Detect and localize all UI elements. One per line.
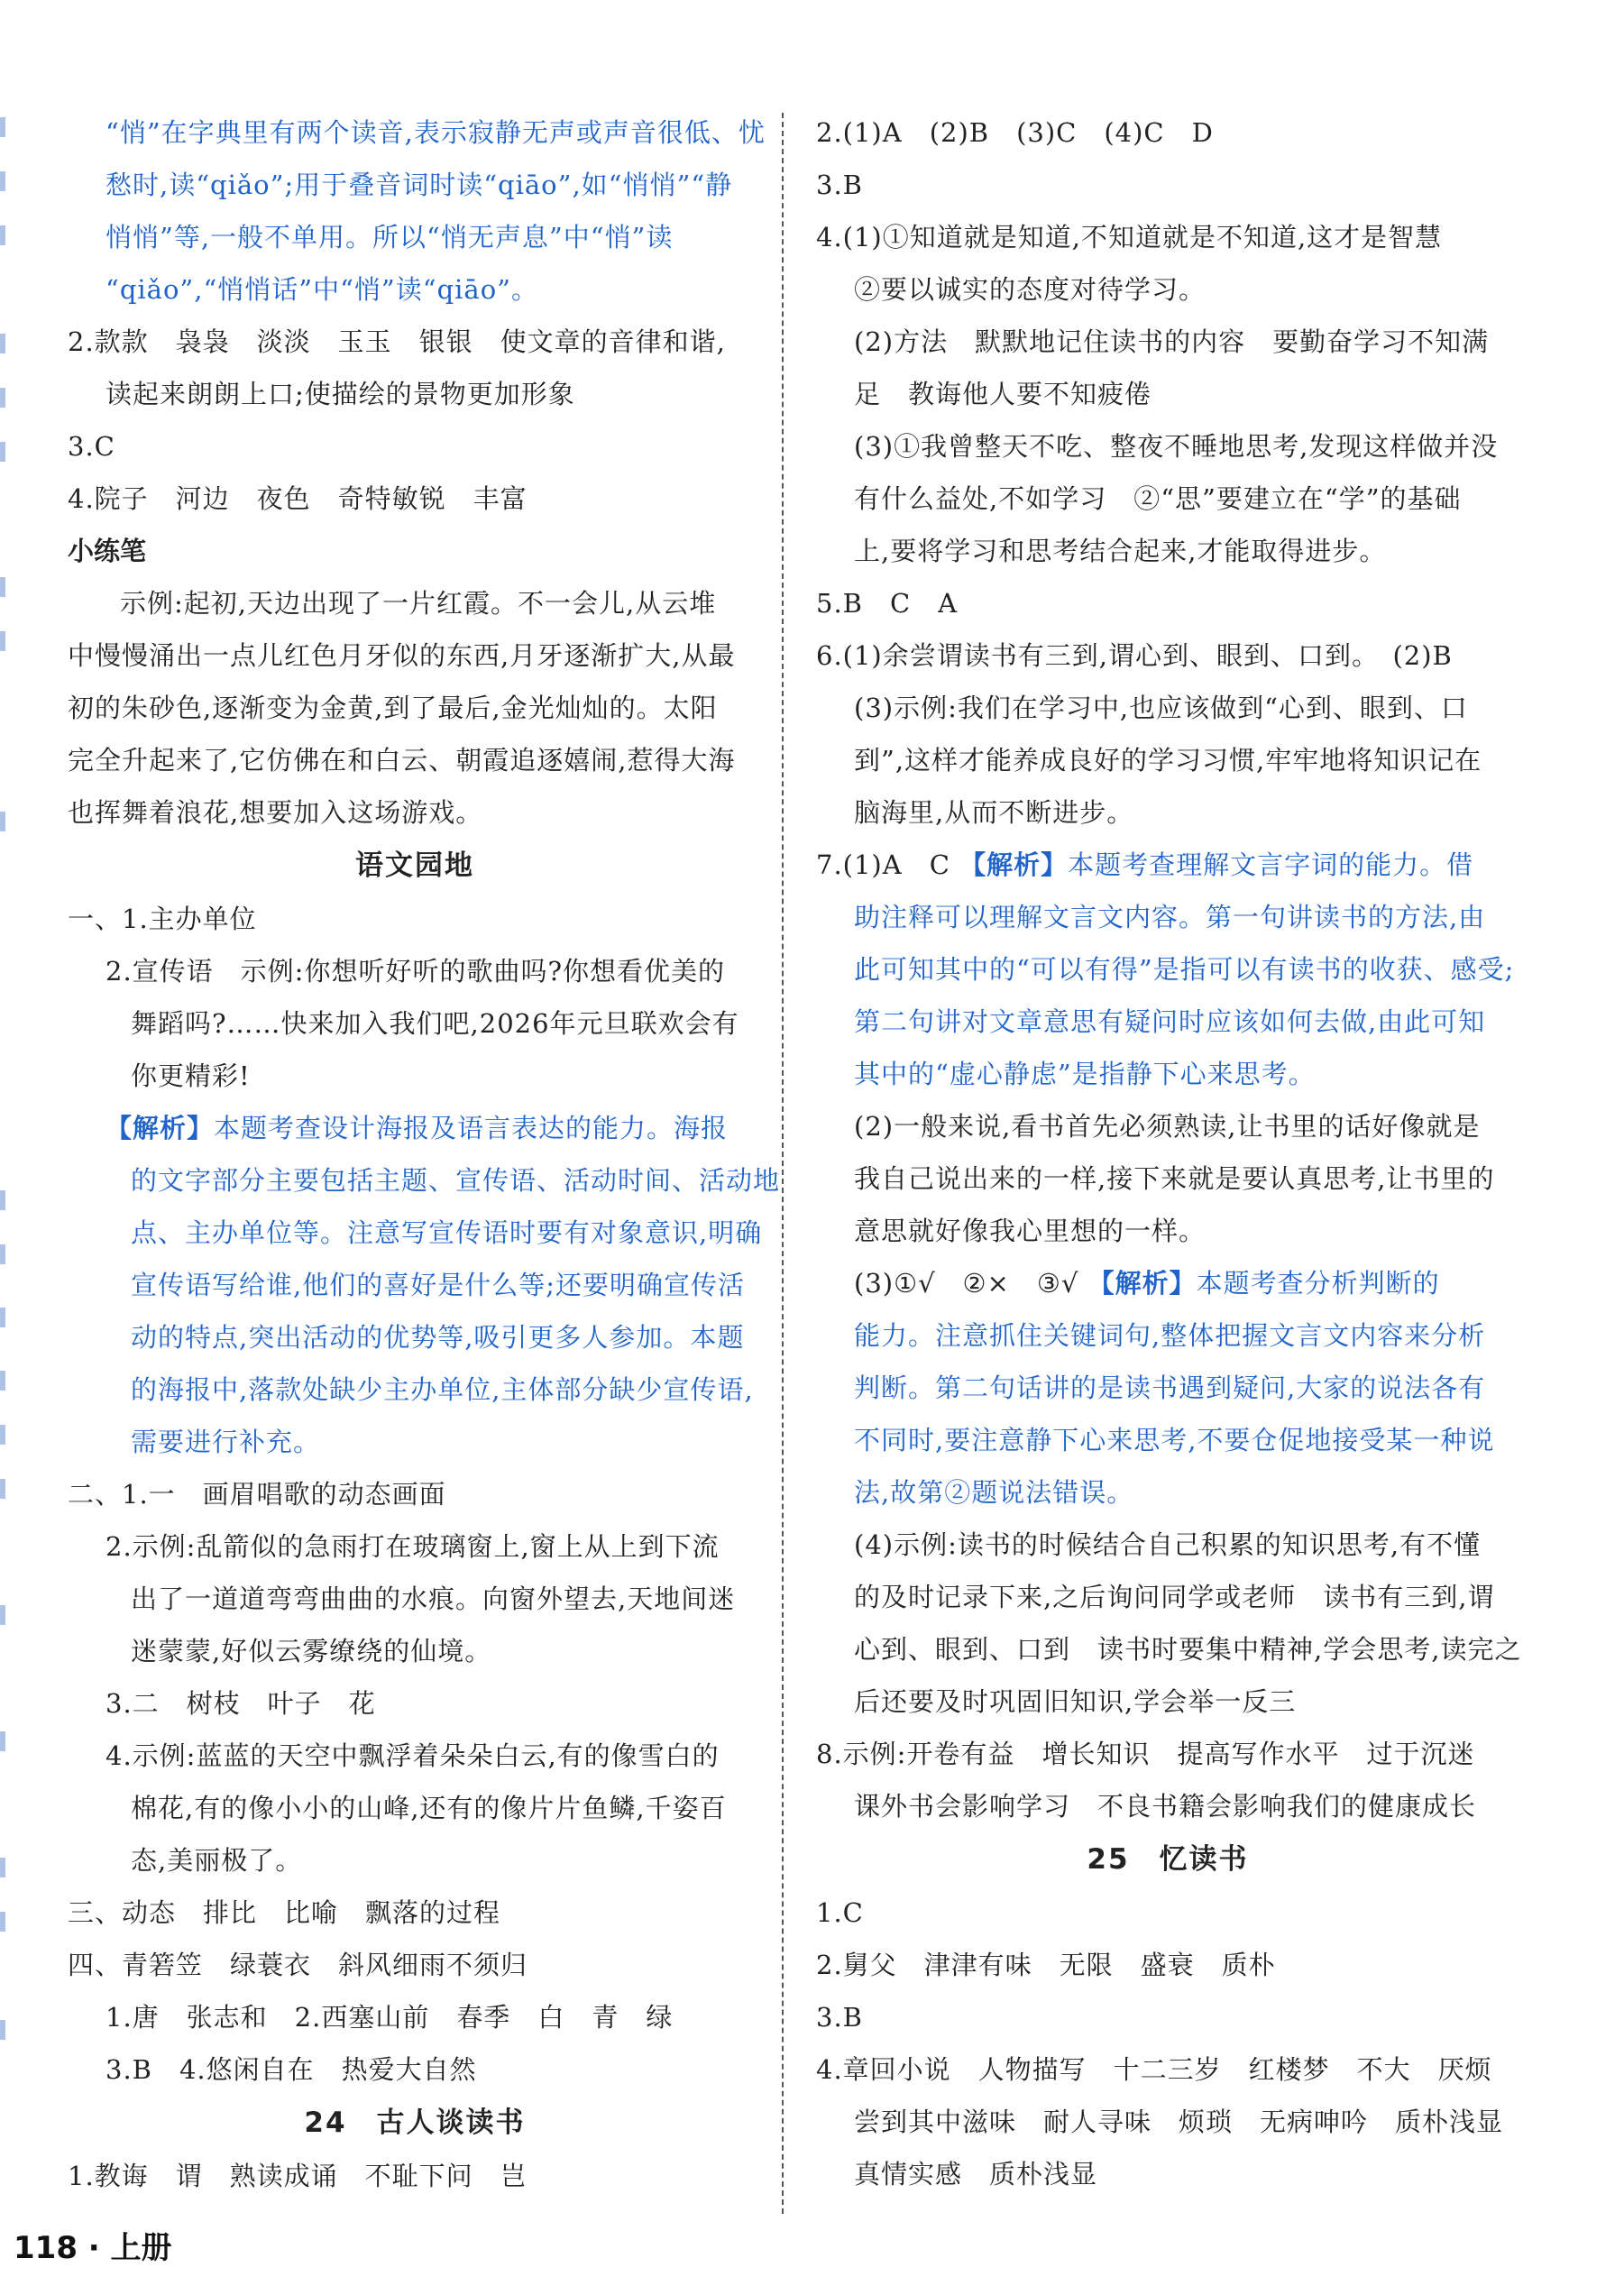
answer-line: 我自己说出来的一样,接下来就是要认真思考,让书里的: [854, 1163, 1495, 1194]
answer-line: 3.二 树枝 叶子 花: [106, 1688, 376, 1719]
answer-line: 一、1.主办单位: [68, 904, 257, 934]
answer-line: 8.示例:开卷有益 增长知识 提高写作水平 过于沉迷: [816, 1739, 1475, 1769]
analysis-line: [816, 1257, 1519, 1309]
analysis-line: 点、主办单位等。注意写宣传语时要有对象意识,明确: [131, 1217, 763, 1248]
left-column: [68, 106, 781, 2202]
answer-line: 三、动态 排比 比喻 飘落的过程: [68, 1897, 501, 1928]
answer-line: 舞蹈吗?……快来加入我们吧,2026年元旦联欢会有: [131, 1008, 739, 1039]
page-number: 118 · 上册: [14, 2230, 172, 2266]
analysis-tag: 【解析】: [1087, 1268, 1197, 1299]
answer-line: (2)一般来说,看书首先必须熟读,让书里的话好像就是: [854, 1111, 1481, 1142]
answer-line: 后还要及时巩固旧知识,学会举一反三: [854, 1686, 1297, 1717]
analysis-line: 的海报中,落款处缺少主办单位,主体部分缺少宣传语,: [131, 1374, 754, 1405]
text-line: 愁时,读“qiǎo”;用于叠音词时读“qiāo”,如“悄悄”“静: [106, 170, 733, 200]
answer-line: 6.(1)余尝谓读书有三到,谓心到、眼到、口到。 (2)B: [816, 640, 1453, 671]
section-heading-yuwen-yuandi: 语文园地: [355, 849, 474, 882]
answer-line: 足 教诲他人要不知疲倦: [854, 379, 1152, 409]
section-heading-lesson-24: 24 古人谈读书: [304, 2107, 526, 2139]
answer-line: 完全升起来了,它仿佛在和白云、朝霞追逐嬉闹,惹得大海: [68, 745, 736, 776]
answer-line: 2.(1)A (2)B (3)C (4)C D: [816, 117, 1214, 148]
answer-line: 2.款款 袅袅 淡淡 玉玉 银银 使文章的音律和谐,: [68, 326, 726, 357]
answer-line: 4.院子 河边 夜色 奇特敏锐 丰富: [68, 483, 528, 514]
answer-line: 尝到其中滋味 耐人寻味 烦琐 无病呻吟 质朴浅显: [854, 2107, 1504, 2137]
answer-line: 2.示例:乱箭似的急雨打在玻璃窗上,窗上从上到下流: [106, 1531, 720, 1562]
answer-line: 真情实感 质朴浅显: [854, 2159, 1098, 2189]
text-line: “qiǎo”,“悄悄话”中“悄”读“qiāo”。: [106, 274, 538, 305]
analysis-text: 本题考查设计海报及语言表达的能力。海报: [214, 1113, 729, 1143]
answer-line: 3.C: [68, 431, 115, 462]
answer-line: 5.B C A: [816, 588, 959, 619]
answer-line: 示例:起初,天边出现了一片红霞。不一会儿,从云堆: [120, 588, 717, 619]
analysis-tag: 【解析】: [959, 849, 1069, 880]
answer-line: 上,要将学习和思考结合起来,才能取得进步。: [854, 536, 1387, 566]
answer-line: (2)方法 默默地记住读书的内容 要勤奋学习不知满: [854, 326, 1490, 357]
answer-line: 课外书会影响学习 不良书籍会影响我们的健康成长: [854, 1791, 1477, 1822]
right-column: [816, 106, 1522, 2200]
answer-line: (4)示例:读书的时候结合自己积累的知识思考,有不懂: [854, 1529, 1482, 1560]
answer-line: 的及时记录下来,之后询问同学或老师 读书有三到,谓: [854, 1582, 1495, 1612]
answer-line: 1.C: [816, 1897, 864, 1928]
answer-line: 二、1.一 画眉唱歌的动态画面: [68, 1479, 446, 1510]
binding-edge-marks: [0, 108, 7, 2182]
analysis-line: 的文字部分主要包括主题、宣传语、活动时间、活动地: [131, 1165, 781, 1196]
analysis-line: 此可知其中的“可以有得”是指可以有读书的收获、感受;: [854, 954, 1515, 985]
answer-line: 意思就好像我心里想的一样。: [854, 1216, 1207, 1246]
answer-line: 态,美丽极了。: [131, 1845, 303, 1876]
answer-line: 脑海里,从而不断进步。: [854, 797, 1134, 828]
answer-line: ②要以诚实的态度对待学习。: [854, 274, 1207, 305]
analysis-line: 能力。注意抓住关键词句,整体把握文言文内容来分析: [854, 1320, 1486, 1351]
text-line: 悄悄”等,一般不单用。所以“悄无声息”中“悄”读: [106, 222, 674, 252]
analysis-line: 宣传语写给谁,他们的喜好是什么等;还要明确宣传活: [131, 1270, 745, 1300]
answer-line: 3.B 4.悠闲自在 热爱大自然: [106, 2054, 477, 2085]
answer-line: 1.唐 张志和 2.西塞山前 春季 白 青 绿: [106, 2002, 674, 2033]
analysis-line: 判断。第二句话讲的是读书遇到疑问,大家的说法各有: [854, 1372, 1486, 1403]
analysis-line: 法,故第②题说法错误。: [854, 1477, 1134, 1508]
column-divider: [782, 113, 784, 2214]
answer-line: 棉花,有的像小小的山峰,还有的像片片鱼鳞,千姿百: [131, 1793, 727, 1823]
answer-line: 4.章回小说 人物描写 十二三岁 红楼梦 不大 厌烦: [816, 2054, 1492, 2085]
analysis-text: 本题考查理解文言字词的能力。借: [1068, 849, 1474, 880]
answer-line: 迷蒙蒙,好似云雾缭绕的仙境。: [131, 1636, 492, 1666]
text-line: “悄”在字典里有两个读音,表示寂静无声或声音很低、忧: [106, 117, 766, 148]
answer-line: 4.(1)①知道就是知道,不知道就是不知道,这才是智慧: [816, 222, 1443, 252]
answer-line: 中慢慢涌出一点儿红色月牙似的东西,月牙逐渐扩大,从最: [68, 640, 736, 671]
analysis-line: 第二句讲对文章意思有疑问时应该如何去做,由此可知: [854, 1006, 1486, 1037]
answer-line: 读起来朗朗上口;使描绘的景物更加形象: [106, 379, 575, 409]
answer-line: (3)①我曾整天不吃、整夜不睡地思考,发现这样做并没: [854, 431, 1499, 462]
answer-line: 有什么益处,不如学习 ②“思”要建立在“学”的基础: [854, 483, 1462, 514]
analysis-line: 不同时,要注意静下心来思考,不要仓促地接受某一种说: [854, 1425, 1495, 1455]
section-subheading: 小练笔: [68, 536, 147, 566]
analysis-line: 助注释可以理解文言文内容。第一句讲读书的方法,由: [854, 902, 1486, 932]
analysis-text: 本题考查分析判断的: [1196, 1268, 1440, 1299]
analysis-line: 其中的“虚心静虑”是指静下心来思考。: [854, 1059, 1316, 1089]
answer-text: 7.(1)A C: [816, 849, 950, 880]
answer-line: 3.B: [816, 170, 863, 200]
answer-text: (3)①√ ②× ③√: [854, 1268, 1079, 1299]
answer-line: 1.教诲 谓 熟读成诵 不耻下问 岂: [68, 2161, 528, 2191]
answer-line: 心到、眼到、口到 读书时要集中精神,学会思考,读完之: [854, 1634, 1522, 1665]
analysis-line: 动的特点,突出活动的优势等,吸引更多人参加。本题: [131, 1322, 745, 1353]
answer-line: 到”,这样才能养成良好的学习习惯,牢牢地将知识记在: [854, 745, 1482, 776]
answer-line: 2.舅父 津津有味 无限 盛衰 质朴: [816, 1950, 1276, 1980]
analysis-line: 需要进行补充。: [131, 1427, 321, 1457]
answer-line: (3)示例:我们在学习中,也应该做到“心到、眼到、口: [854, 693, 1468, 723]
answer-line: 2.宣传语 示例:你想听好听的歌曲吗?你想看优美的: [106, 956, 725, 987]
answer-line: 3.B: [816, 2002, 863, 2033]
answer-line: 出了一道道弯弯曲曲的水痕。向窗外望去,天地间迷: [131, 1584, 736, 1614]
answer-line: 也挥舞着浪花,想要加入这场游戏。: [68, 797, 483, 828]
answer-line: 4.示例:蓝蓝的天空中飘浮着朵朵白云,有的像雪白的: [106, 1740, 720, 1771]
answer-line: 你更精彩!: [131, 1060, 251, 1091]
section-heading-lesson-25: 25 忆读书: [1087, 1843, 1249, 1876]
answer-line: 四、青箬笠 绿蓑衣 斜风细雨不须归: [68, 1950, 528, 1980]
analysis-line: [816, 839, 1519, 891]
analysis-line: [68, 1102, 762, 1154]
analysis-tag: 【解析】: [106, 1113, 215, 1143]
answer-line: 初的朱砂色,逐渐变为金黄,到了最后,金光灿灿的。太阳: [68, 693, 718, 723]
